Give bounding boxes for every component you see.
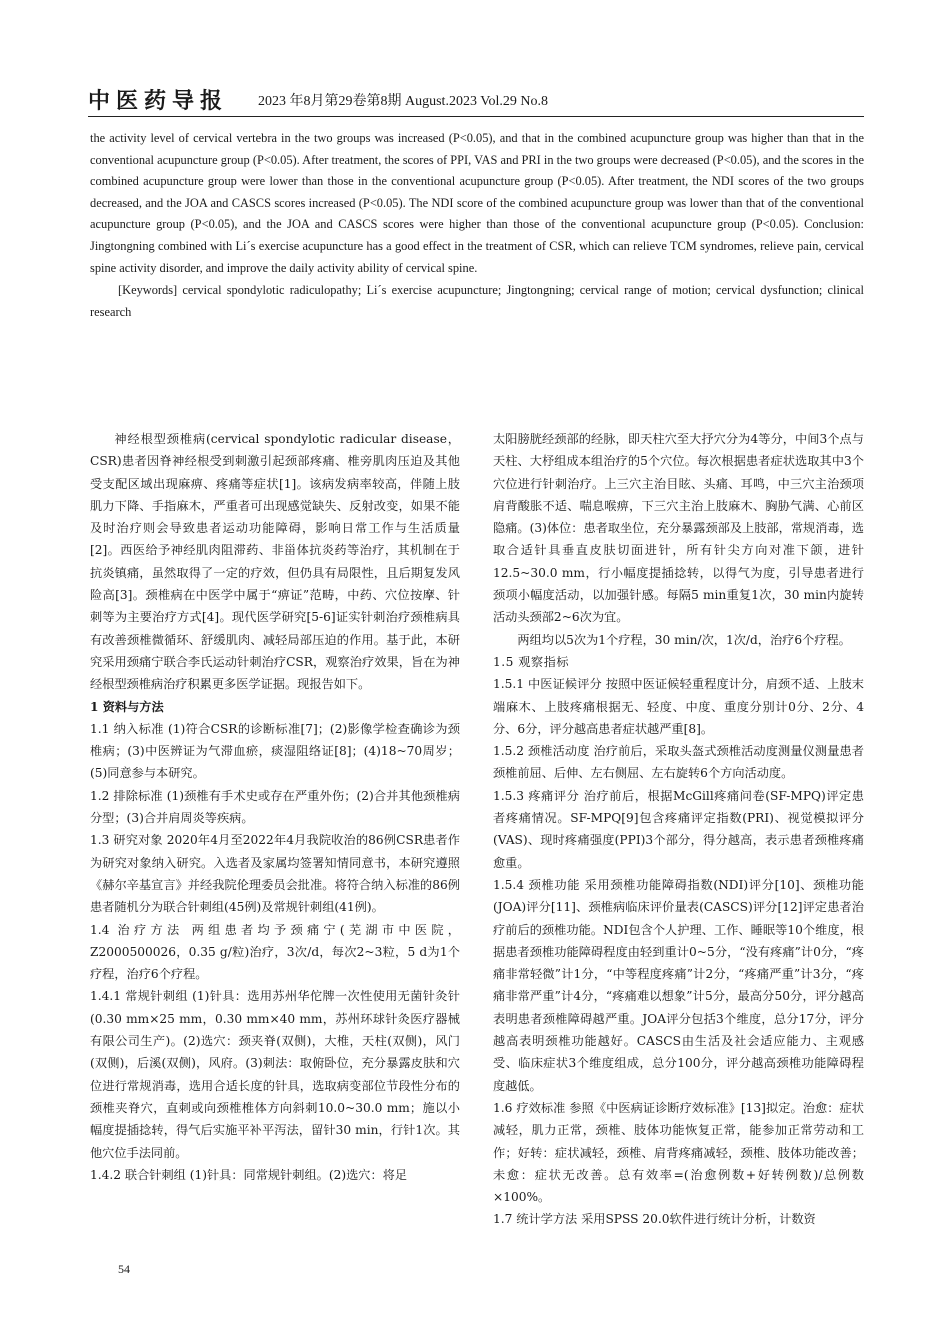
english-abstract (90, 128, 864, 323)
acupoint-continuation: 太阳膀胱经颈部的经脉，即天柱穴至大抒穴分为4等分，中间3个点与天柱、大杼组成本组治疗的5个穴位。每次根据患者症状选取其中3个穴位进行针刺治疗。上三穴主治目眩、头痛、耳鸣，中三穴主治颈项肩背酸胀不适、喘息喉痹，下三穴主治上肢麻木、胸胁气满、心前区隐痛。(3)体位：患者取坐位，充分暴露颈部及上肢部，常规消毒，选取合适针具垂直皮肤切面进针，所有针尖方向对准下颌，进针12.5~30.0 mm，行小幅度提插捻转，以得气为度，引导患者进行颈项小幅度活动，以加强针感。每隔5 min重复1次，30 min内旋转活动头颈部2~6次为宜。 (493, 432, 864, 625)
journal-logo: 中医药导报 (88, 88, 229, 114)
right-column (493, 428, 864, 1231)
pain-score: 1.5.3 疼痛评分 治疗前后，根据McGill疼痛问卷(SF-MPQ)评定患者疼痛情况。SF-MPQ[9]包含疼痛评定指数(PRI)、视觉模拟评分(VAS)、现时疼痛强度(PPI)3个部分，得分越高，表示患者颈椎疼痛愈重。 (493, 788, 864, 870)
keywords: [Keywords] cervical spondylotic radiculopathy; Li´s exercise acupuncture; Jingtongning; cervical range of motion; cervical dysfunction; clinical research (90, 283, 864, 319)
abstract-text: the activity level of cervical vertebra in the two groups was increased (P<0.05), and that in the combined acupuncture group was higher than that in the conventional acupuncture group (P<0.05). After treatment, the scores of PPI, VAS and PRI in the two groups were decreased (P<0.05), and the scores in the combined acupuncture group were lower than those in the conventional acupuncture group (P<0.05). After treatment, the NDI scores of the two groups decreased, and the JOA and CASCS scores increased (P<0.05). The NDI score of the combined acupuncture group was lower than that of the conventional acupuncture group (P<0.05), and the JOA and CASCS scores were higher than those of the conventional acupuncture group (P<0.05). Conclusion: Jingtongning combined with Li´s exercise acupuncture has a good effect in the treatment of CSR, which can relieve TCM syndromes, relieve pain, cervical spine activity disorder, and improve the daily activity ability of cervical spine. (90, 131, 864, 275)
conventional-acupuncture-group: 1.4.1 常规针刺组 (1)针具：选用苏州华佗牌一次性使用无菌针灸针(0.30 mm×25 mm，0.30 mm×40 mm，苏州环球针灸医疗器械有限公司生产)。(2)选穴：颈夹脊(双侧)，大椎，天柱(双侧)，风门(双侧)，后溪(双侧)，风府。(3)刺法：取俯卧位，充分暴露皮肤和穴位进行常规消毒，选用合适长度的针具，选取病变部位节段性分布的颈椎夹脊穴，直刺或向颈椎椎体方向斜刺10.0~30.0 mm；施以小幅度提插捻转，得气后实施平补平泻法，留针30 min，行针1次。其他穴位手法同前。 (90, 989, 460, 1160)
treatment-course: 两组均以5次为1个疗程，30 min/次，1次/d，治疗6个疗程。 (517, 632, 851, 647)
section-heading-methods: 1 资料与方法 (90, 699, 164, 714)
observation-indices-heading: 1.5 观察指标 (493, 654, 570, 669)
study-subjects: 1.3 研究对象 2020年4月至2022年4月我院收治的86例CSR患者作为研究对象纳入研究。入选者及家属均签署知情同意书，本研究遵照《赫尔辛基宣言》并经我院伦理委员会批准。将符合纳入标准的86例患者随机分为联合针刺组(45例)及常规针刺组(41例)。 (90, 833, 460, 915)
page-header (88, 84, 864, 120)
cervical-function: 1.5.4 颈椎功能 采用颈椎功能障碍指数(NDI)评分[10]、颈椎功能(JOA)评分[11]、颈椎病临床评价量表(CASCS)评分[12]评定患者治疗前后的颈椎功能。NDI包含个人护理、工作、睡眠等10个维度，根据患者颈椎功能障碍程度由轻到重计0~5分，“没有疼痛”计0分，“疼痛非常轻微”计1分，“中等程度疼痛”计2分，“疼痛严重”计3分，“疼痛非常严重”计4分，“疼痛难以想象”计5分，最高分50分，评分越高表明患者颈椎障碍越严重。JOA评分包括3个维度，总分17分，评分越高表明颈椎功能越好。CASCS由生活及社会适应能力、主观感受、临床症状3个维度组成，总分100分，评分越高颈椎功能障碍程度越低。 (493, 877, 864, 1093)
tcm-syndrome-score: 1.5.1 中医证候评分 按照中医证候轻重程度计分，肩颈不适、上肢末端麻木、上肢疼痛根据无、轻度、中度、重度分别计0分、2分、4分、6分，评分越高患者症状越严重[8]。 (493, 677, 864, 736)
treatment-methods: 1.4 治疗方法 两组患者均予颈痛宁(芜湖市中医院，Z2000500026，0.35 g/粒)治疗，3次/d，每次2~3粒，5 d为1个疗程，治疗6个疗程。 (90, 922, 460, 982)
header-rule (88, 116, 864, 117)
page-number: 54 (118, 1262, 130, 1276)
exclusion-criteria: 1.2 排除标准 (1)颈椎有手术史或存在严重外伤；(2)合并其他颈椎病分型；(3)合并肩周炎等疾病。 (90, 788, 460, 826)
cervical-mobility: 1.5.2 颈椎活动度 治疗前后，采取头盔式颈椎活动度测量仪测量患者颈椎前屈、后伸、左右侧屈、左右旋转6个方向活动度。 (493, 744, 864, 781)
issue-info: 2023 年8月第29卷第8期 August.2023 Vol.29 No.8 (258, 94, 549, 109)
intro-paragraph: 神经根型颈椎病(cervical spondylotic radicular disease，CSR)患者因脊神经根受到刺激引起颈部疼痛、椎旁肌肉压迫及其他受支配区域出现麻痹、疼痛等症状[1]。该病发病率较高，伴随上肢肌力下降、手指麻木，严重者可出现感觉缺失、反射改变，如果不能及时治疗则会导致患者运动功能障碍，影响日常工作与生活质量[2]。西医给予神经肌肉阻滞药、非甾体抗炎药等治疗，其机制在于抗炎镇痛，虽然取得了一定的疗效，但仍具有局限性，且后期复发风险高[3]。颈椎病在中医学中属于“痹证”范畴，中药、穴位按摩、针刺等为主要治疗方式[4]。现代医学研究[5-6]证实针刺治疗颈椎病具有改善颈椎微循环、舒缓肌肉、减轻局部压迫的作用。基于此，本研究采用颈痛宁联合李氏运动针刺治疗CSR，观察治疗效果，旨在为神经根型颈椎病治疗积累更多医学证据。现报告如下。 (90, 432, 460, 692)
statistical-methods: 1.7 统计学方法 采用SPSS 20.0软件进行统计分析，计数资 (493, 1212, 816, 1227)
efficacy-criteria: 1.6 疗效标准 参照《中医病证诊断疗效标准》[13]拟定。治愈：症状减轻，肌力正常，颈椎、肢体功能恢复正常，能参加正常劳动和工作；好转：症状减轻，颈椎、肩背疼痛减轻，颈椎、肢体功能改善；未愈：症状无改善。总有效率=(治愈例数+好转例数)/总例数×100%。 (493, 1100, 864, 1205)
inclusion-criteria: 1.1 纳入标准 (1)符合CSR的诊断标准[7]；(2)影像学检查确诊为颈椎病；(3)中医辨证为气滞血瘀，痰湿阻络证[8]；(4)18~70周岁；(5)同意参与本研究。 (90, 721, 460, 781)
combined-acupuncture-group: 1.4.2 联合针刺组 (1)针具：同常规针刺组。(2)选穴：将足 (90, 1167, 408, 1182)
left-column (90, 428, 460, 1186)
